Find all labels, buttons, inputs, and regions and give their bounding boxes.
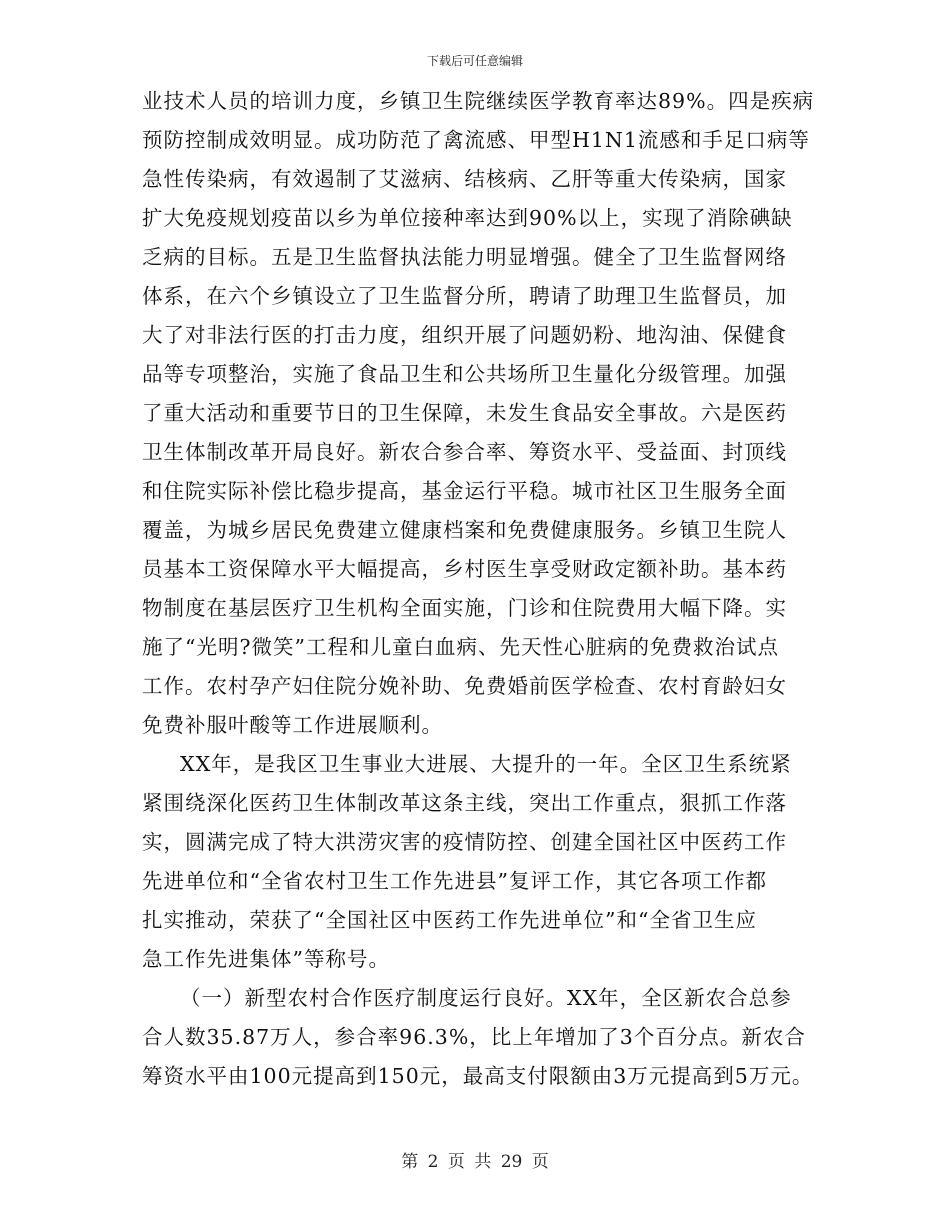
text-line: 先进单位和“全省农村卫生工作先进县”复评工作，其它各项工作都	[142, 869, 767, 893]
text-line: 乏病的目标。五是卫生监督执法能力明显增强。健全了卫生监督网络	[142, 245, 787, 269]
text-line: 扩大免疫规划疫苗以乡为单位接种率达到90%以上，实现了消除碘缺	[142, 206, 793, 230]
text-line: 大了对非法行医的打击力度，组织开展了问题奶粉、地沟油、保健食	[142, 323, 787, 347]
text-line: 工作。农村孕产妇住院分娩补助、免费婚前医学检查、农村育龄妇女	[142, 674, 787, 698]
text-line: 覆盖，为城乡居民免费建立健康档案和免费健康服务。乡镇卫生院人	[142, 518, 787, 542]
text-line: 业技术人员的培训力度，乡镇卫生院继续医学教育率达89%。四是疾病	[142, 89, 815, 113]
text-line: 急性传染病，有效遏制了艾滋病、结核病、乙肝等重大传染病，国家	[142, 167, 787, 191]
text-line: 实，圆满完成了特大洪涝灾害的疫情防控、创建全国社区中医药工作	[142, 830, 787, 854]
paragraph-start-line: （一）新型农村合作医疗制度运行良好。XX年，全区新农合总参	[180, 986, 792, 1010]
text-line: 紧围绕深化医药卫生体制改革这条主线，突出工作重点，狠抓工作落	[142, 791, 787, 815]
text-line: 了重大活动和重要节日的卫生保障，未发生食品安全事故。六是医药	[142, 401, 787, 425]
text-line: 施了“光明?微笑”工程和儿童白血病、先天性心脏病的免费救治试点	[142, 635, 779, 659]
text-line: 合人数35.87万人，参合率96.3%，比上年增加了3个百分点。新农合	[142, 1025, 806, 1049]
page-number-footer: 第 2 页 共 29 页	[401, 1152, 549, 1172]
text-line: 员基本工资保障水平大幅提高，乡村医生享受财政定额补助。基本药	[142, 557, 787, 581]
text-line: 体系，在六个乡镇设立了卫生监督分所，聘请了助理卫生监督员，加	[142, 284, 787, 308]
text-line: 急工作先进集体”等称号。	[142, 947, 390, 971]
text-line: 扎实推动，荣获了“全国社区中医药工作先进单位”和“全省卫生应	[142, 908, 757, 932]
text-line: 品等专项整治，实施了食品卫生和公共场所卫生量化分级管理。加强	[142, 362, 787, 386]
text-line: 物制度在基层医疗卫生机构全面实施，门诊和住院费用大幅下降。实	[142, 596, 787, 620]
document-body	[142, 82, 842, 1096]
paragraph-start-line: XX年，是我区卫生事业大进展、大提升的一年。全区卫生系统紧	[180, 752, 792, 776]
text-line: 和住院实际补偿比稳步提高，基金运行平稳。城市社区卫生服务全面	[142, 479, 787, 503]
text-line: 筹资水平由100元提高到150元，最高支付限额由3万元提高到5万元。	[142, 1064, 814, 1088]
text-line: 免费补服叶酸等工作进展顺利。	[142, 713, 443, 737]
page-header: 下载后可任意编辑	[426, 54, 523, 68]
text-line: 预防控制成效明显。成功防范了禽流感、甲型H1N1流感和手足口病等	[142, 128, 810, 152]
text-line: 卫生体制改革开局良好。新农合参合率、筹资水平、受益面、封顶线	[142, 440, 787, 464]
